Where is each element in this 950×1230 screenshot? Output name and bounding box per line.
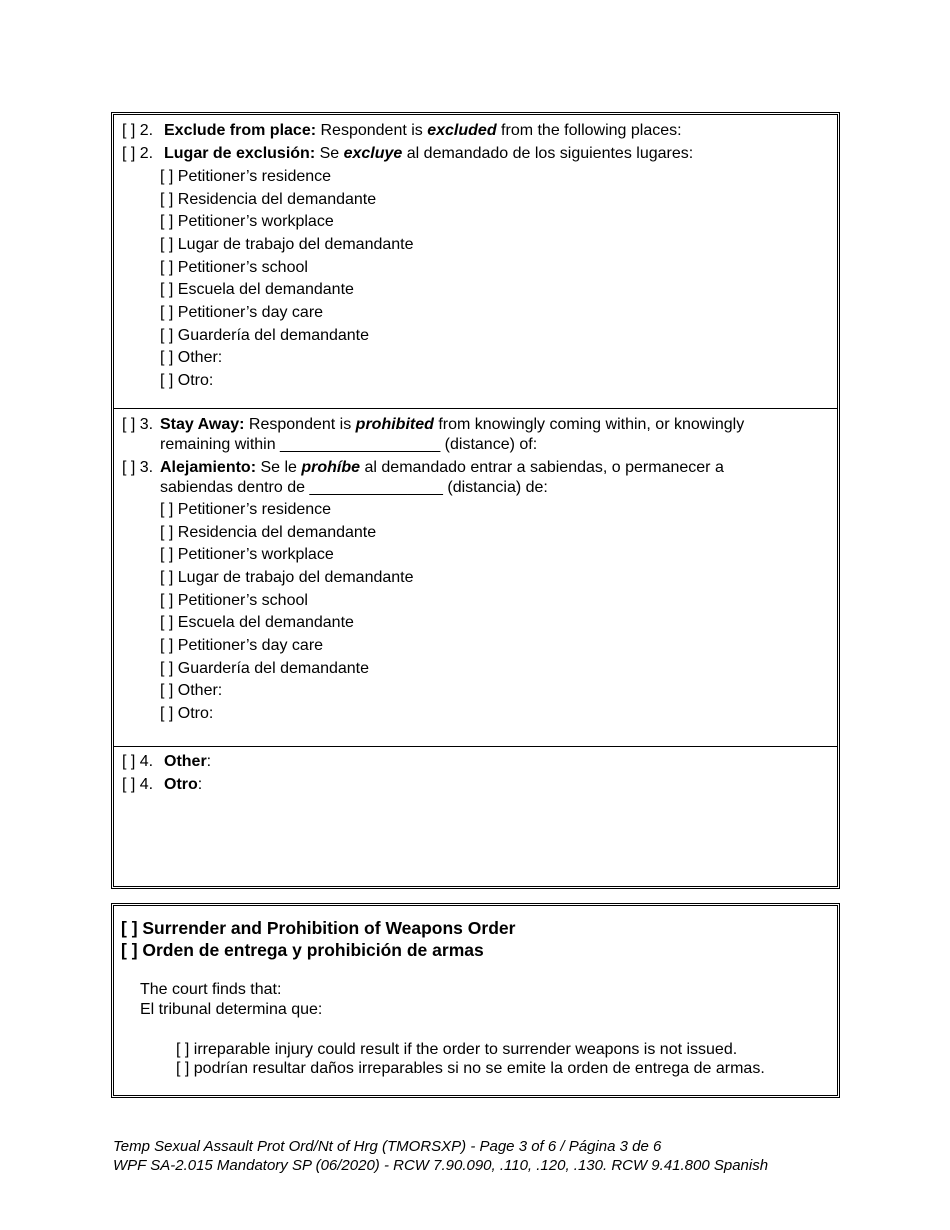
order-provisions-box (111, 112, 840, 889)
stay-away-post-es: al demandado entrar a sabiendas, o permanecer a (360, 459, 724, 476)
sec2-item[interactable]: [ ] Escuela del demandante (160, 281, 354, 298)
exclude-from-place-es-text (164, 144, 693, 164)
other-label-es: Otro (164, 776, 198, 793)
sec2-item[interactable]: [ ] Petitioner’s school (160, 259, 308, 276)
other-colon-en: : (206, 753, 212, 770)
sec3-item[interactable]: [ ] Escuela del demandante (160, 614, 354, 631)
court-finds-en: The court finds that: (140, 981, 282, 998)
sec3-item[interactable]: [ ] Residencia del demandante (160, 524, 377, 541)
sec3-item[interactable]: [ ] Guardería del demandante (160, 660, 370, 677)
section-stay-away (114, 408, 837, 747)
stay-away-pre-en: Respondent is (244, 416, 356, 433)
stay-away-label-es: Alejamiento: (160, 459, 257, 476)
checkbox-other-en[interactable]: [ ] 4. (122, 753, 154, 770)
sec2-item[interactable]: [ ] Petitioner’s day care (160, 304, 324, 321)
weapons-order-title-en[interactable]: [ ] Surrender and Prohibition of Weapons Order (121, 918, 516, 938)
stay-away-distance-es[interactable]: sabiendas dentro de _______________ (distancia) de: (160, 479, 548, 496)
stay-away-em-en: prohibited (355, 416, 434, 433)
sec2-item[interactable]: [ ] Residencia del demandante (160, 191, 377, 208)
exclude-em-en: excluded (427, 122, 497, 139)
other-colon-es: : (197, 776, 203, 793)
sec3-item[interactable]: [ ] Petitioner’s residence (160, 501, 332, 518)
court-finds-es: El tribunal determina que: (140, 1001, 323, 1018)
sec3-item[interactable]: [ ] Lugar de trabajo del demandante (160, 569, 414, 586)
checkbox-other-es[interactable]: [ ] 4. (122, 776, 154, 793)
exclude-label-es: Lugar de exclusión: (164, 145, 316, 162)
stay-away-es-text (160, 458, 724, 478)
sec2-item[interactable]: [ ] Lugar de trabajo del demandante (160, 236, 414, 253)
irreparable-injury-en[interactable]: [ ] irreparable injury could result if the order to surrender weapons is not issued. (176, 1041, 738, 1058)
sec3-item[interactable]: [ ] Otro: (160, 705, 214, 722)
exclude-post-es: al demandado de los siguientes lugares: (402, 145, 694, 162)
sec2-item[interactable]: [ ] Petitioner’s workplace (160, 213, 334, 230)
exclude-from-place-en-text (164, 121, 682, 141)
sec3-item[interactable]: [ ] Petitioner’s workplace (160, 546, 334, 563)
checkbox-exclude-from-place-es[interactable]: [ ] 2. (122, 145, 154, 162)
stay-away-post-en: from knowingly coming within, or knowingly (433, 416, 745, 433)
sec2-item[interactable]: [ ] Guardería del demandante (160, 327, 370, 344)
footer-form-citation: WPF SA-2.015 Mandatory SP (06/2020) - RCW 7.90.090, .110, .120, .130. RCW 9.41.800 Spanish (113, 1157, 769, 1174)
section-exclude-from-place (114, 115, 837, 408)
sec2-item[interactable]: [ ] Petitioner’s residence (160, 168, 332, 185)
weapons-order-box (111, 903, 840, 1098)
checkbox-stay-away-en[interactable]: [ ] 3. (122, 416, 154, 433)
stay-away-em-es: prohíbe (301, 459, 361, 476)
sec3-item[interactable]: [ ] Petitioner’s day care (160, 637, 324, 654)
exclude-em-es: excluye (343, 145, 403, 162)
weapons-order-title-es[interactable]: [ ] Orden de entrega y prohibición de armas (121, 940, 484, 960)
sec3-item[interactable]: [ ] Petitioner’s school (160, 592, 308, 609)
sec2-item[interactable]: [ ] Other: (160, 349, 223, 366)
sec2-item[interactable]: [ ] Otro: (160, 372, 214, 389)
stay-away-en-text (160, 415, 744, 435)
sec3-item[interactable]: [ ] Other: (160, 682, 223, 699)
exclude-pre-es: Se (315, 145, 344, 162)
exclude-label-en: Exclude from place: (164, 122, 317, 139)
stay-away-distance-en[interactable]: remaining within __________________ (distance) of: (160, 436, 538, 453)
irreparable-injury-es[interactable]: [ ] podrían resultar daños irreparables si no se emite la orden de entrega de armas. (176, 1060, 765, 1077)
stay-away-label-en: Stay Away: (160, 416, 245, 433)
exclude-pre-en: Respondent is (316, 122, 428, 139)
checkbox-stay-away-es[interactable]: [ ] 3. (122, 459, 154, 476)
other-es-text (164, 775, 202, 795)
checkbox-exclude-from-place-en[interactable]: [ ] 2. (122, 122, 154, 139)
footer-form-title: Temp Sexual Assault Prot Ord/Nt of Hrg (TMORSXP) - Page 3 of 6 / Página 3 de 6 (113, 1138, 662, 1155)
other-en-text (164, 752, 211, 772)
section-other (114, 746, 837, 887)
other-label-en: Other (164, 753, 207, 770)
exclude-post-en: from the following places: (496, 122, 682, 139)
stay-away-pre-es: Se le (256, 459, 302, 476)
